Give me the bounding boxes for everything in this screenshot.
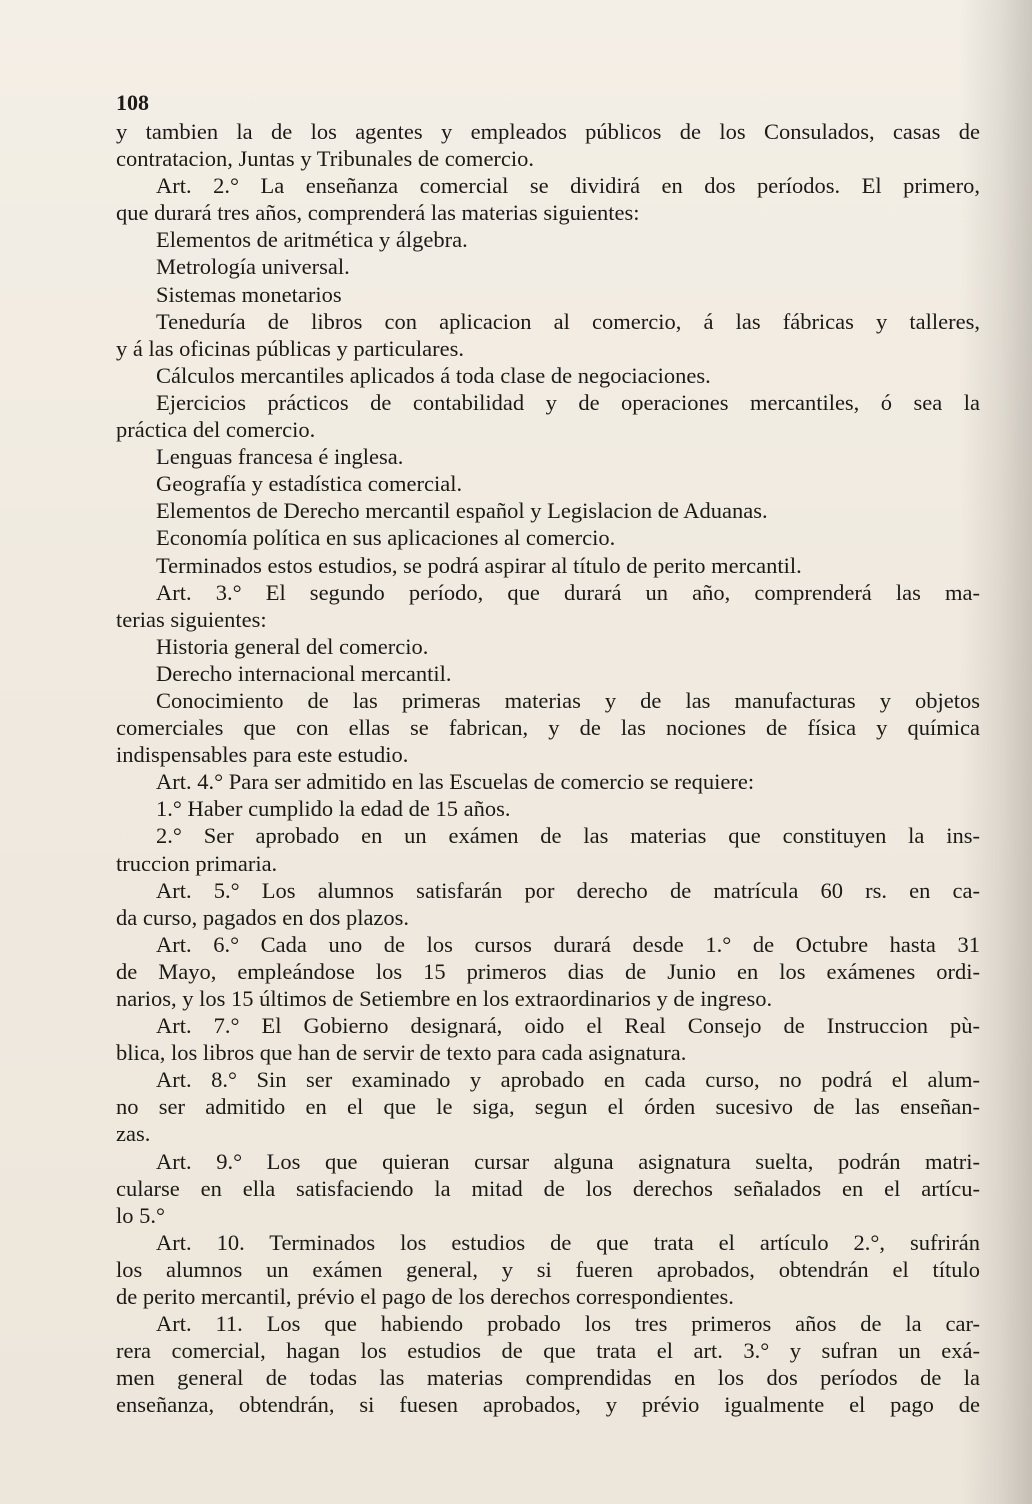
text-line: de Mayo, empleándose los 15 primeros dias de Junio en los exámenes ordi-: [116, 958, 980, 984]
text-line: Geografía y estadística comercial.: [156, 471, 463, 497]
text-line: enseñanza, obtendrán, si fuesen aprobados, y prévio igualmente el pago de: [116, 1392, 980, 1418]
text-line: terias siguientes:: [116, 606, 267, 632]
text-line: da curso, pagados en dos plazos.: [116, 904, 410, 930]
text-line: lo 5.°: [116, 1202, 165, 1228]
body-text: [116, 118, 980, 1419]
text-line: Economía política en sus aplicaciones al comercio.: [156, 525, 616, 551]
text-line: Art. 8.° Sin ser examinado y aprobado en cada curso, no podrá el alum-: [156, 1067, 980, 1093]
page-number: 108: [116, 90, 149, 115]
text-line: Ejercicios prácticos de contabilidad y de operaciones mercantiles, ó sea la: [156, 389, 980, 415]
text-line: zas.: [116, 1121, 151, 1147]
text-line: blica, los libros que han de servir de texto para cada asignatura.: [116, 1040, 687, 1066]
text-line: contratacion, Juntas y Tribunales de comercio.: [116, 146, 535, 172]
text-line: narios, y los 15 últimos de Setiembre en los extraordinarios y de ingreso.: [116, 986, 773, 1011]
text-line: Terminados estos estudios, se podrá aspirar al título de perito mercantil.: [156, 552, 802, 578]
text-line: Historia general del comercio.: [156, 633, 429, 659]
text-line: Elementos de Derecho mercantil español y Legislacion de Aduanas.: [156, 498, 768, 524]
text-line: los alumnos un exámen general, y si fueren aprobados, obtendrán el título: [116, 1256, 980, 1282]
text-line: y á las oficinas públicas y particulares.: [116, 335, 465, 361]
text-line: Lenguas francesa é inglesa.: [156, 444, 404, 470]
text-line: cularse en ella satisfaciendo la mitad de los derechos señalados en el artícu-: [116, 1175, 980, 1201]
text-line: Metrología universal.: [156, 254, 350, 280]
text-line: indispensables para este estudio.: [116, 742, 409, 768]
text-line: Art. 3.° El segundo período, que durará un año, comprenderá las ma-: [156, 579, 980, 605]
text-line: Art. 7.° El Gobierno designará, oido el Real Consejo de Instruccion pù-: [156, 1013, 980, 1039]
text-line: Conocimiento de las primeras materias y de las manufacturas y objetos: [156, 687, 980, 713]
text-line: Art. 11. Los que habiendo probado los tres primeros años de la car-: [156, 1311, 980, 1337]
text-line: Cálculos mercantiles aplicados á toda clase de negociaciones.: [156, 362, 711, 388]
text-line: que durará tres años, comprenderá las materias siguientes:: [116, 200, 640, 226]
text-line: Art. 9.° Los que quieran cursar alguna asignatura suelta, podrán matri-: [156, 1148, 980, 1174]
text-line: truccion primaria.: [116, 850, 278, 876]
text-line: Art. 4.° Para ser admitido en las Escuelas de comercio se requiere:: [156, 769, 755, 795]
text-line: rera comercial, hagan los estudios de que trata el art. 3.° y sufran un exá-: [116, 1338, 980, 1364]
text-line: de perito mercantil, prévio el pago de los derechos correspondientes.: [116, 1284, 734, 1310]
text-line: Teneduría de libros con aplicacion al comercio, á las fábricas y talleres,: [156, 308, 980, 334]
text-line: Art. 5.° Los alumnos satisfarán por derecho de matrícula 60 rs. en ca-: [156, 877, 980, 903]
text-line: comerciales que con ellas se fabrican, y de las nociones de física y química: [116, 715, 980, 741]
text-line: práctica del comercio.: [116, 417, 316, 443]
text-line: Art. 6.° Cada uno de los cursos durará desde 1.° de Octubre hasta 31: [156, 931, 980, 957]
text-line: 2.° Ser aprobado en un exámen de las materias que constituyen la ins-: [156, 823, 980, 849]
text-line: Art. 2.° La enseñanza comercial se dividirá en dos períodos. El primero,: [156, 173, 980, 199]
text-line: Elementos de aritmética y álgebra.: [156, 227, 468, 253]
text-line: 1.° Haber cumplido la edad de 15 años.: [156, 796, 511, 822]
text-line: no ser admitido en el que le siga, segun el órden sucesivo de las enseñan-: [116, 1094, 980, 1120]
text-line: men general de todas las materias comprendidas en los dos períodos de la: [116, 1365, 980, 1391]
text-line: Art. 10. Terminados los estudios de que trata el artículo 2.°, sufrirán: [156, 1229, 980, 1255]
text-line: Derecho internacional mercantil.: [156, 660, 452, 686]
text-line: y tambien la de los agentes y empleados públicos de los Consulados, casas de: [116, 119, 980, 144]
text-line: Sistemas monetarios: [156, 281, 342, 307]
